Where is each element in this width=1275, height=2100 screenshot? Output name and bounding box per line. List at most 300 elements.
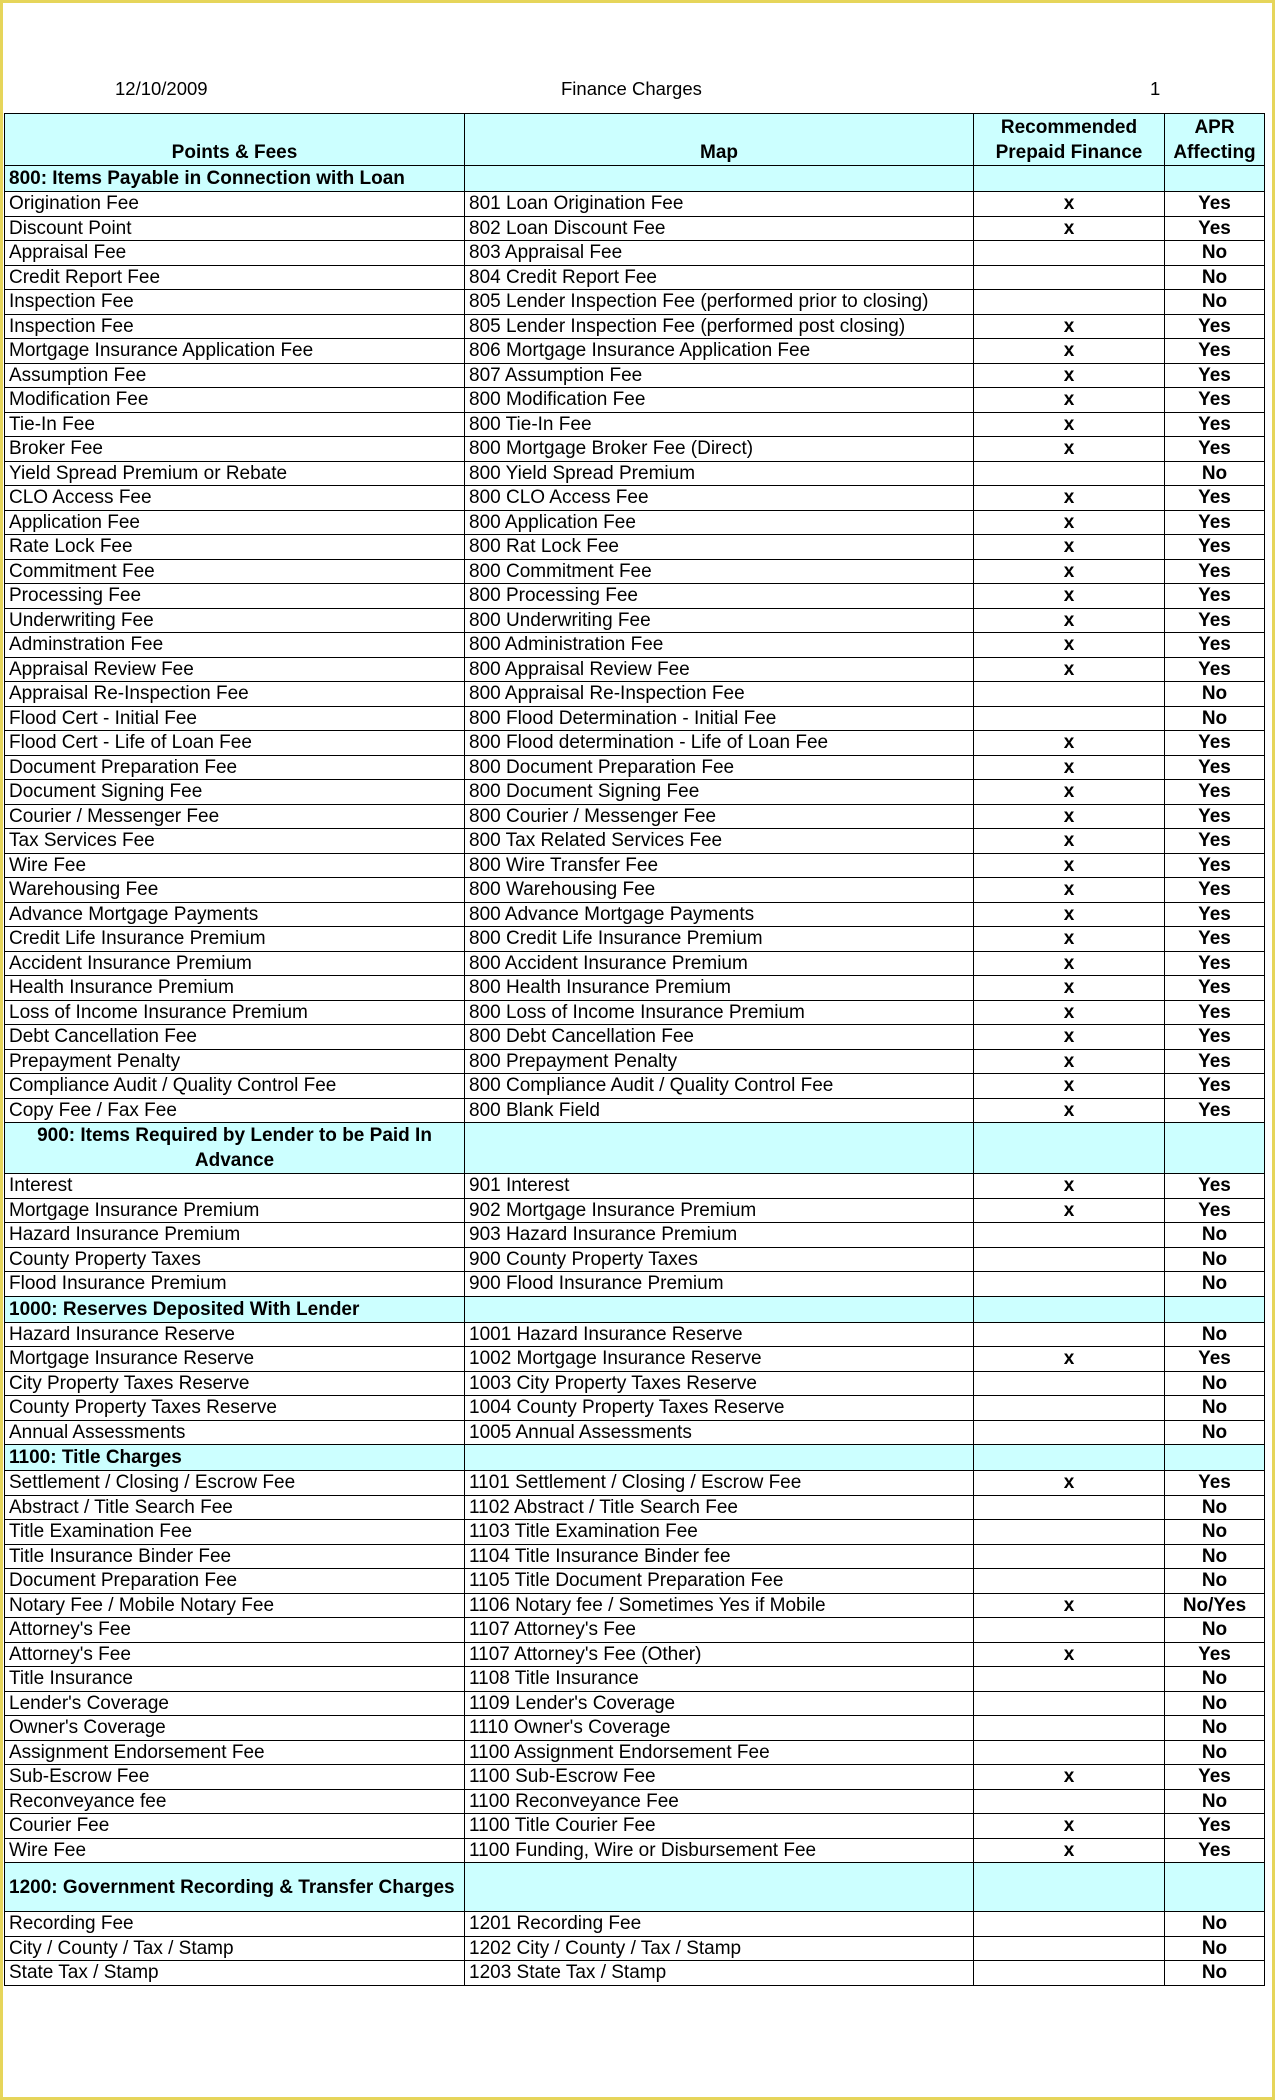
map-cell: 805 Lender Inspection Fee (performed prior to closing) xyxy=(465,290,974,315)
table-row xyxy=(5,559,1265,584)
map-cell: 1004 County Property Taxes Reserve xyxy=(465,1396,974,1421)
recommended-cell xyxy=(974,1912,1165,1937)
table-row xyxy=(5,1074,1265,1099)
apr-cell: Yes xyxy=(1165,388,1265,413)
apr-cell: No xyxy=(1165,461,1265,486)
recommended-cell xyxy=(974,1569,1165,1594)
apr-cell: No xyxy=(1165,1936,1265,1961)
section-empty-cell xyxy=(465,166,974,192)
section-empty-cell xyxy=(1165,1445,1265,1471)
table-row xyxy=(5,216,1265,241)
map-cell: 900 County Property Taxes xyxy=(465,1247,974,1272)
map-cell: 800 Appraisal Review Fee xyxy=(465,657,974,682)
apr-cell: No xyxy=(1165,1495,1265,1520)
fee-name-cell: Origination Fee xyxy=(5,192,465,217)
fee-name-cell: Modification Fee xyxy=(5,388,465,413)
section-empty-cell xyxy=(974,166,1165,192)
fee-name-cell: Compliance Audit / Quality Control Fee xyxy=(5,1074,465,1099)
apr-cell: Yes xyxy=(1165,1471,1265,1496)
section-empty-cell xyxy=(465,1863,974,1912)
fee-name-cell: Document Signing Fee xyxy=(5,780,465,805)
section-header-row xyxy=(5,1863,1265,1912)
fee-name-cell: Title Examination Fee xyxy=(5,1520,465,1545)
recommended-cell xyxy=(974,682,1165,707)
map-cell: 800 Courier / Messenger Fee xyxy=(465,804,974,829)
table-row xyxy=(5,1495,1265,1520)
map-cell: 800 Mortgage Broker Fee (Direct) xyxy=(465,437,974,462)
table-row xyxy=(5,461,1265,486)
table-row xyxy=(5,682,1265,707)
apr-cell: No xyxy=(1165,1272,1265,1297)
apr-cell: Yes xyxy=(1165,804,1265,829)
table-row xyxy=(5,1838,1265,1863)
section-empty-cell xyxy=(1165,1863,1265,1912)
recommended-cell: x xyxy=(974,437,1165,462)
apr-cell: Yes xyxy=(1165,339,1265,364)
map-cell: 1202 City / County / Tax / Stamp xyxy=(465,1936,974,1961)
apr-cell: Yes xyxy=(1165,1049,1265,1074)
recommended-cell: x xyxy=(974,1593,1165,1618)
apr-cell: Yes xyxy=(1165,976,1265,1001)
apr-cell: Yes xyxy=(1165,878,1265,903)
recommended-cell: x xyxy=(974,363,1165,388)
fee-name-cell: Appraisal Fee xyxy=(5,241,465,266)
recommended-cell xyxy=(974,706,1165,731)
apr-cell: No xyxy=(1165,241,1265,266)
recommended-cell: x xyxy=(974,388,1165,413)
table-row xyxy=(5,878,1265,903)
apr-cell: No xyxy=(1165,1247,1265,1272)
fee-name-cell: Interest xyxy=(5,1174,465,1199)
map-cell: 800 CLO Access Fee xyxy=(465,486,974,511)
fee-name-cell: Prepayment Penalty xyxy=(5,1049,465,1074)
fee-name-cell: County Property Taxes Reserve xyxy=(5,1396,465,1421)
fee-name-cell: Attorney's Fee xyxy=(5,1618,465,1643)
recommended-cell: x xyxy=(974,1838,1165,1863)
fee-name-cell: Annual Assessments xyxy=(5,1420,465,1445)
recommended-cell: x xyxy=(974,657,1165,682)
apr-cell: No xyxy=(1165,1740,1265,1765)
recommended-cell: x xyxy=(974,829,1165,854)
apr-cell: Yes xyxy=(1165,902,1265,927)
fee-name-cell: Hazard Insurance Reserve xyxy=(5,1322,465,1347)
recommended-cell: x xyxy=(974,633,1165,658)
map-cell: 800 Yield Spread Premium xyxy=(465,461,974,486)
table-row xyxy=(5,192,1265,217)
fee-name-cell: Notary Fee / Mobile Notary Fee xyxy=(5,1593,465,1618)
map-cell: 1005 Annual Assessments xyxy=(465,1420,974,1445)
table-row xyxy=(5,1569,1265,1594)
apr-cell: Yes xyxy=(1165,608,1265,633)
section-header-row xyxy=(5,1296,1265,1322)
table-row xyxy=(5,1667,1265,1692)
recommended-cell: x xyxy=(974,804,1165,829)
recommended-cell: x xyxy=(974,976,1165,1001)
apr-cell: No xyxy=(1165,706,1265,731)
map-cell: 800 Accident Insurance Premium xyxy=(465,951,974,976)
section-empty-cell xyxy=(974,1445,1165,1471)
map-cell: 800 Advance Mortgage Payments xyxy=(465,902,974,927)
fee-name-cell: Underwriting Fee xyxy=(5,608,465,633)
fee-name-cell: CLO Access Fee xyxy=(5,486,465,511)
fee-name-cell: Broker Fee xyxy=(5,437,465,462)
fee-name-cell: City Property Taxes Reserve xyxy=(5,1371,465,1396)
map-cell: 802 Loan Discount Fee xyxy=(465,216,974,241)
table-row xyxy=(5,1322,1265,1347)
map-cell: 803 Appraisal Fee xyxy=(465,241,974,266)
apr-cell: Yes xyxy=(1165,780,1265,805)
table-row xyxy=(5,829,1265,854)
fee-name-cell: Tie-In Fee xyxy=(5,412,465,437)
fee-name-cell: Rate Lock Fee xyxy=(5,535,465,560)
apr-cell: No xyxy=(1165,1420,1265,1445)
section-title: 900: Items Required by Lender to be Paid In Advance xyxy=(5,1123,465,1174)
apr-cell: Yes xyxy=(1165,486,1265,511)
fee-name-cell: Owner's Coverage xyxy=(5,1716,465,1741)
recommended-cell: x xyxy=(974,780,1165,805)
fee-name-cell: Accident Insurance Premium xyxy=(5,951,465,976)
map-cell: 800 Application Fee xyxy=(465,510,974,535)
section-empty-cell xyxy=(1165,1123,1265,1174)
apr-cell: Yes xyxy=(1165,1174,1265,1199)
map-cell: 1100 Reconveyance Fee xyxy=(465,1789,974,1814)
fee-name-cell: Recording Fee xyxy=(5,1912,465,1937)
apr-cell: Yes xyxy=(1165,1074,1265,1099)
map-cell: 1100 Sub-Escrow Fee xyxy=(465,1765,974,1790)
section-empty-cell xyxy=(465,1123,974,1174)
recommended-cell xyxy=(974,1396,1165,1421)
fee-name-cell: Mortgage Insurance Premium xyxy=(5,1198,465,1223)
apr-cell: No xyxy=(1165,1912,1265,1937)
recommended-cell: x xyxy=(974,486,1165,511)
table-row xyxy=(5,731,1265,756)
table-row xyxy=(5,412,1265,437)
apr-cell: Yes xyxy=(1165,437,1265,462)
recommended-cell xyxy=(974,1961,1165,1986)
recommended-cell xyxy=(974,1691,1165,1716)
table-row xyxy=(5,1223,1265,1248)
apr-cell: Yes xyxy=(1165,1198,1265,1223)
fee-name-cell: Flood Cert - Life of Loan Fee xyxy=(5,731,465,756)
map-cell: 800 Tie-In Fee xyxy=(465,412,974,437)
map-cell: 1108 Title Insurance xyxy=(465,1667,974,1692)
map-cell: 800 Credit Life Insurance Premium xyxy=(465,927,974,952)
apr-cell: No xyxy=(1165,1691,1265,1716)
recommended-cell xyxy=(974,461,1165,486)
apr-cell: Yes xyxy=(1165,853,1265,878)
map-cell: 800 Compliance Audit / Quality Control Fee xyxy=(465,1074,974,1099)
finance-charges-table xyxy=(4,113,1265,1986)
table-row xyxy=(5,1961,1265,1986)
section-empty-cell xyxy=(1165,1296,1265,1322)
table-row xyxy=(5,314,1265,339)
map-cell: 1003 City Property Taxes Reserve xyxy=(465,1371,974,1396)
table-row xyxy=(5,1936,1265,1961)
section-title: 1000: Reserves Deposited With Lender xyxy=(5,1296,465,1322)
table-row xyxy=(5,339,1265,364)
recommended-cell: x xyxy=(974,853,1165,878)
table-row xyxy=(5,1420,1265,1445)
recommended-cell: x xyxy=(974,314,1165,339)
apr-cell: Yes xyxy=(1165,1765,1265,1790)
table-row xyxy=(5,804,1265,829)
recommended-cell: x xyxy=(974,1049,1165,1074)
map-cell: 1105 Title Document Preparation Fee xyxy=(465,1569,974,1594)
apr-cell: Yes xyxy=(1165,633,1265,658)
fee-name-cell: Flood Cert - Initial Fee xyxy=(5,706,465,731)
recommended-cell: x xyxy=(974,608,1165,633)
map-cell: 804 Credit Report Fee xyxy=(465,265,974,290)
section-empty-cell xyxy=(465,1445,974,1471)
section-empty-cell xyxy=(974,1863,1165,1912)
section-title: 800: Items Payable in Connection with Loan xyxy=(5,166,465,192)
recommended-cell xyxy=(974,1618,1165,1643)
map-cell: 800 Document Signing Fee xyxy=(465,780,974,805)
map-cell: 1201 Recording Fee xyxy=(465,1912,974,1937)
fee-name-cell: Inspection Fee xyxy=(5,290,465,315)
table-row xyxy=(5,633,1265,658)
map-cell: 1203 State Tax / Stamp xyxy=(465,1961,974,1986)
fee-name-cell: Abstract / Title Search Fee xyxy=(5,1495,465,1520)
fee-name-cell: Application Fee xyxy=(5,510,465,535)
fee-name-cell: Mortgage Insurance Reserve xyxy=(5,1347,465,1372)
table-row xyxy=(5,902,1265,927)
fee-name-cell: Wire Fee xyxy=(5,853,465,878)
fee-name-cell: City / County / Tax / Stamp xyxy=(5,1936,465,1961)
fee-name-cell: Lender's Coverage xyxy=(5,1691,465,1716)
apr-cell: Yes xyxy=(1165,314,1265,339)
recommended-cell: x xyxy=(974,1471,1165,1496)
recommended-cell: x xyxy=(974,1198,1165,1223)
recommended-cell xyxy=(974,241,1165,266)
map-cell: 800 Processing Fee xyxy=(465,584,974,609)
recommended-cell: x xyxy=(974,535,1165,560)
apr-cell: No/Yes xyxy=(1165,1593,1265,1618)
table-row xyxy=(5,1098,1265,1123)
map-cell: 900 Flood Insurance Premium xyxy=(465,1272,974,1297)
apr-cell: Yes xyxy=(1165,755,1265,780)
fee-name-cell: Attorney's Fee xyxy=(5,1642,465,1667)
recommended-cell xyxy=(974,1322,1165,1347)
fee-name-cell: Wire Fee xyxy=(5,1838,465,1863)
fee-name-cell: Debt Cancellation Fee xyxy=(5,1025,465,1050)
fee-name-cell: Title Insurance xyxy=(5,1667,465,1692)
column-header-apr: APR Affecting xyxy=(1165,114,1265,166)
map-cell: 800 Health Insurance Premium xyxy=(465,976,974,1001)
fee-name-cell: Loss of Income Insurance Premium xyxy=(5,1000,465,1025)
apr-cell: No xyxy=(1165,1716,1265,1741)
map-cell: 805 Lender Inspection Fee (performed post closing) xyxy=(465,314,974,339)
map-cell: 807 Assumption Fee xyxy=(465,363,974,388)
map-cell: 800 Blank Field xyxy=(465,1098,974,1123)
table-row xyxy=(5,976,1265,1001)
fee-name-cell: Yield Spread Premium or Rebate xyxy=(5,461,465,486)
fee-name-cell: Credit Report Fee xyxy=(5,265,465,290)
section-header-row xyxy=(5,1123,1265,1174)
apr-cell: Yes xyxy=(1165,584,1265,609)
recommended-cell xyxy=(974,1716,1165,1741)
fee-name-cell: County Property Taxes xyxy=(5,1247,465,1272)
apr-cell: Yes xyxy=(1165,1642,1265,1667)
table-row xyxy=(5,241,1265,266)
apr-cell: Yes xyxy=(1165,1025,1265,1050)
section-header-row xyxy=(5,1445,1265,1471)
map-cell: 1001 Hazard Insurance Reserve xyxy=(465,1322,974,1347)
table-row xyxy=(5,584,1265,609)
map-cell: 1100 Funding, Wire or Disbursement Fee xyxy=(465,1838,974,1863)
map-cell: 800 Appraisal Re-Inspection Fee xyxy=(465,682,974,707)
column-header-map: Map xyxy=(465,114,974,166)
table-row xyxy=(5,1347,1265,1372)
recommended-cell xyxy=(974,1789,1165,1814)
table-row xyxy=(5,388,1265,413)
fee-name-cell: Credit Life Insurance Premium xyxy=(5,927,465,952)
recommended-cell: x xyxy=(974,192,1165,217)
apr-cell: No xyxy=(1165,1520,1265,1545)
apr-cell: No xyxy=(1165,1322,1265,1347)
recommended-cell: x xyxy=(974,1347,1165,1372)
apr-cell: Yes xyxy=(1165,1814,1265,1839)
table-row xyxy=(5,1000,1265,1025)
recommended-cell xyxy=(974,1544,1165,1569)
table-row xyxy=(5,1174,1265,1199)
map-cell: 1103 Title Examination Fee xyxy=(465,1520,974,1545)
apr-cell: No xyxy=(1165,1544,1265,1569)
map-cell: 1109 Lender's Coverage xyxy=(465,1691,974,1716)
map-cell: 1100 Assignment Endorsement Fee xyxy=(465,1740,974,1765)
fee-name-cell: Advance Mortgage Payments xyxy=(5,902,465,927)
fee-name-cell: Adminstration Fee xyxy=(5,633,465,658)
column-header-recommended: Recommended Prepaid Finance xyxy=(974,114,1165,166)
table-row xyxy=(5,755,1265,780)
fee-name-cell: Reconveyance fee xyxy=(5,1789,465,1814)
recommended-cell: x xyxy=(974,878,1165,903)
apr-cell: No xyxy=(1165,1618,1265,1643)
apr-cell: Yes xyxy=(1165,510,1265,535)
fee-name-cell: State Tax / Stamp xyxy=(5,1961,465,1986)
table-row xyxy=(5,927,1265,952)
table-row xyxy=(5,510,1265,535)
fee-name-cell: Appraisal Re-Inspection Fee xyxy=(5,682,465,707)
column-header-row xyxy=(5,114,1265,166)
recommended-cell: x xyxy=(974,1814,1165,1839)
map-cell: 903 Hazard Insurance Premium xyxy=(465,1223,974,1248)
recommended-cell xyxy=(974,265,1165,290)
map-cell: 1104 Title Insurance Binder fee xyxy=(465,1544,974,1569)
table-row xyxy=(5,853,1265,878)
recommended-cell: x xyxy=(974,902,1165,927)
apr-cell: Yes xyxy=(1165,1000,1265,1025)
apr-cell: Yes xyxy=(1165,363,1265,388)
map-cell: 800 Tax Related Services Fee xyxy=(465,829,974,854)
table-row xyxy=(5,1691,1265,1716)
recommended-cell: x xyxy=(974,731,1165,756)
map-cell: 1101 Settlement / Closing / Escrow Fee xyxy=(465,1471,974,1496)
table-row xyxy=(5,1814,1265,1839)
fee-name-cell: Settlement / Closing / Escrow Fee xyxy=(5,1471,465,1496)
recommended-cell: x xyxy=(974,216,1165,241)
apr-cell: Yes xyxy=(1165,1098,1265,1123)
fee-name-cell: Flood Insurance Premium xyxy=(5,1272,465,1297)
apr-cell: Yes xyxy=(1165,412,1265,437)
apr-cell: No xyxy=(1165,682,1265,707)
recommended-cell xyxy=(974,1936,1165,1961)
fee-name-cell: Tax Services Fee xyxy=(5,829,465,854)
map-cell: 1102 Abstract / Title Search Fee xyxy=(465,1495,974,1520)
table-row xyxy=(5,1593,1265,1618)
map-cell: 800 Document Preparation Fee xyxy=(465,755,974,780)
section-empty-cell xyxy=(974,1123,1165,1174)
recommended-cell xyxy=(974,1495,1165,1520)
map-cell: 801 Loan Origination Fee xyxy=(465,192,974,217)
fee-name-cell: Health Insurance Premium xyxy=(5,976,465,1001)
fee-name-cell: Inspection Fee xyxy=(5,314,465,339)
fee-name-cell: Assumption Fee xyxy=(5,363,465,388)
fee-name-cell: Processing Fee xyxy=(5,584,465,609)
table-row xyxy=(5,1396,1265,1421)
apr-cell: No xyxy=(1165,290,1265,315)
table-row xyxy=(5,535,1265,560)
map-cell: 800 Debt Cancellation Fee xyxy=(465,1025,974,1050)
recommended-cell xyxy=(974,1520,1165,1545)
recommended-cell: x xyxy=(974,559,1165,584)
apr-cell: Yes xyxy=(1165,829,1265,854)
map-cell: 1100 Title Courier Fee xyxy=(465,1814,974,1839)
table-row xyxy=(5,608,1265,633)
map-cell: 800 Warehousing Fee xyxy=(465,878,974,903)
table-row xyxy=(5,1247,1265,1272)
recommended-cell: x xyxy=(974,927,1165,952)
fee-name-cell: Courier / Messenger Fee xyxy=(5,804,465,829)
table-row xyxy=(5,1272,1265,1297)
table-row xyxy=(5,1789,1265,1814)
apr-cell: No xyxy=(1165,265,1265,290)
map-cell: 800 Loss of Income Insurance Premium xyxy=(465,1000,974,1025)
recommended-cell: x xyxy=(974,1642,1165,1667)
recommended-cell: x xyxy=(974,951,1165,976)
table-row xyxy=(5,706,1265,731)
apr-cell: Yes xyxy=(1165,1347,1265,1372)
table-row xyxy=(5,363,1265,388)
map-cell: 800 Commitment Fee xyxy=(465,559,974,584)
apr-cell: No xyxy=(1165,1789,1265,1814)
recommended-cell: x xyxy=(974,1098,1165,1123)
recommended-cell: x xyxy=(974,412,1165,437)
recommended-cell xyxy=(974,1420,1165,1445)
fee-name-cell: Document Preparation Fee xyxy=(5,755,465,780)
table-row xyxy=(5,1544,1265,1569)
map-cell: 902 Mortgage Insurance Premium xyxy=(465,1198,974,1223)
apr-cell: No xyxy=(1165,1223,1265,1248)
table-row xyxy=(5,1740,1265,1765)
table-row xyxy=(5,1049,1265,1074)
recommended-cell: x xyxy=(974,755,1165,780)
fee-name-cell: Copy Fee / Fax Fee xyxy=(5,1098,465,1123)
recommended-cell xyxy=(974,1247,1165,1272)
apr-cell: Yes xyxy=(1165,535,1265,560)
section-empty-cell xyxy=(974,1296,1165,1322)
table-row xyxy=(5,1765,1265,1790)
map-cell: 800 Underwriting Fee xyxy=(465,608,974,633)
map-cell: 1110 Owner's Coverage xyxy=(465,1716,974,1741)
fee-name-cell: Warehousing Fee xyxy=(5,878,465,903)
recommended-cell: x xyxy=(974,339,1165,364)
table-row xyxy=(5,951,1265,976)
fee-name-cell: Hazard Insurance Premium xyxy=(5,1223,465,1248)
apr-cell: No xyxy=(1165,1396,1265,1421)
table-row xyxy=(5,290,1265,315)
table-row xyxy=(5,1471,1265,1496)
